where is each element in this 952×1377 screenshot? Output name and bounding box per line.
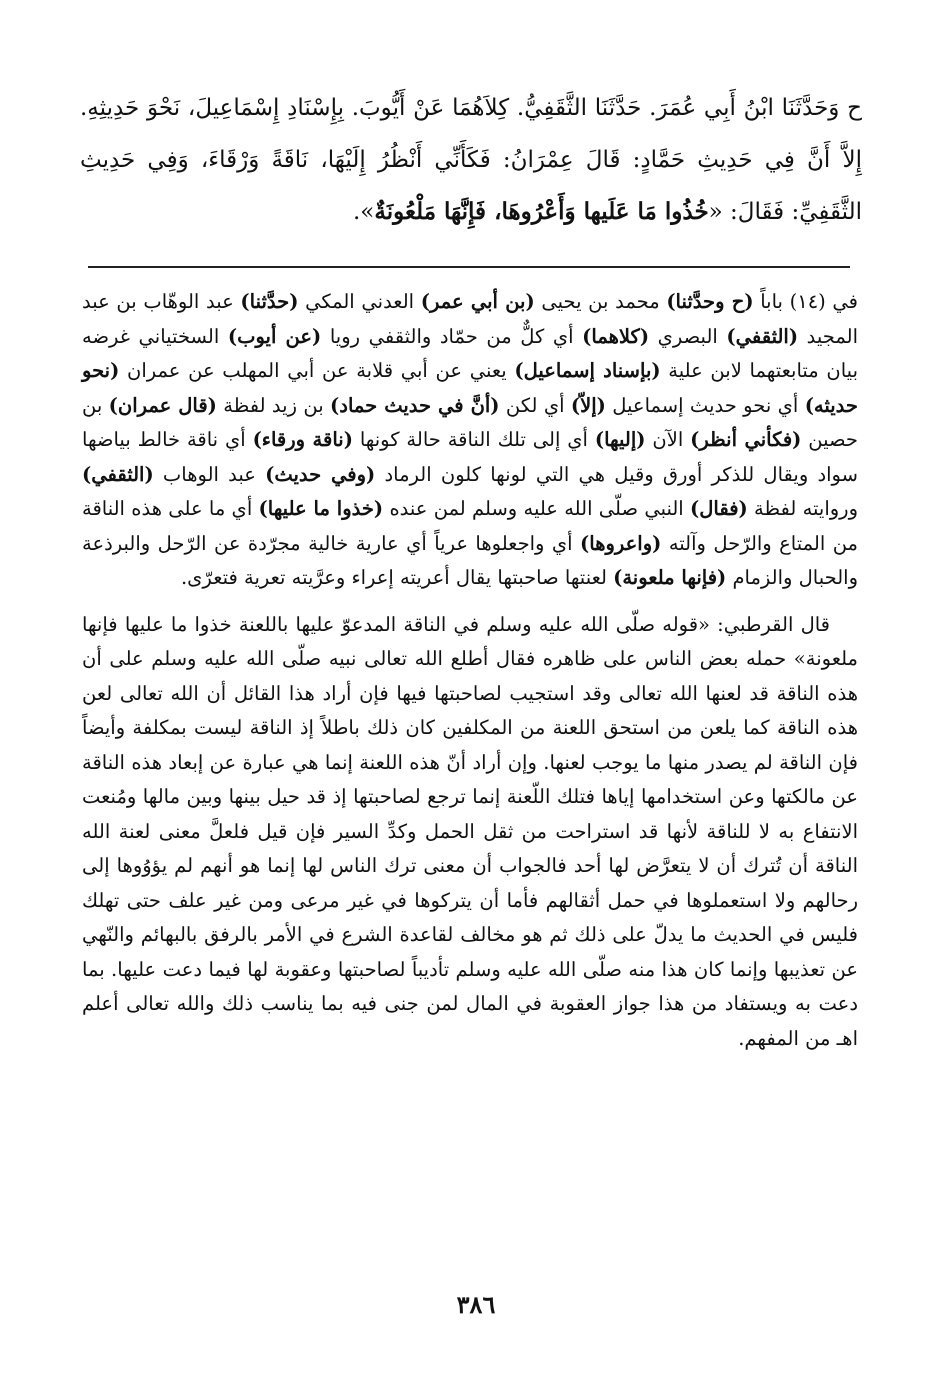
- commentary-keyword: (فكأني أنظر): [690, 428, 802, 451]
- commentary-text: بن زيد لفظة: [216, 393, 331, 417]
- commentary-text: في (١٤) باباً: [753, 290, 859, 313]
- commentary-keyword: (وفي حديث): [265, 462, 376, 486]
- commentary-keyword: (بن أبي عمر): [420, 290, 535, 313]
- commentary-keyword: (فإنها ملعونة): [613, 566, 727, 589]
- commentary-text: السختياني غرضه بيان متابعتهما لابن علية: [82, 324, 858, 382]
- commentary-text: أي لكن: [499, 393, 571, 417]
- commentary-text: لعنتها صاحبتها يقال أعريته إعراء وعرَّيته تعرية فتعرّى.: [180, 566, 614, 589]
- commentary-keyword: (قال عمران): [108, 393, 217, 417]
- commentary-text: أي إلى تلك الناقة حالة كونها: [352, 428, 595, 451]
- commentary-keyword: (واعروها): [580, 531, 662, 555]
- commentary-keyword: (إلاّ): [570, 393, 606, 417]
- commentary-text: العدني المكي: [298, 290, 421, 313]
- commentary-keyword: (فقال): [690, 497, 748, 520]
- commentary-keyword: (الثقفي): [726, 324, 799, 348]
- commentary-keyword: (نحو حديثه): [82, 359, 858, 417]
- commentary-text: أي واجعلوها عرياً أي عارية خالية مجرّدة عن الرّحل والبرذعة والحبال والزمام: [82, 531, 858, 589]
- commentary-keyword: (كلاهما): [582, 324, 650, 348]
- commentary-keyword: (حدَّثنا): [240, 290, 299, 313]
- commentary-text: أي ما على هذه الناقة من المتاع والرّحل وآلته: [82, 497, 858, 555]
- commentary-keyword: (عن أيوب): [227, 324, 322, 348]
- commentary-keyword: (بإسناد إسماعيل): [514, 359, 661, 382]
- commentary-text: عبد الوهّاب بن عبد المجيد: [82, 290, 858, 348]
- commentary-paragraph-2: قال القرطبي: «قوله صلّى الله عليه وسلم في الناقة المدعوّ عليها باللعنة خذوا ما عليها فإنها ملعونة» حمله بعض الناس على ظاهره فقال أطلع الله تعالى نبيه صلّى الله عليه وسلم على أن هذه الناقة قد لعنها الله تعالى وقد استجيب لصاحبتها فيها فإن أراد هذا القائل أن الله تعالى لعن هذه الناقة كما يلعن من استحق اللعنة من المكلفين كان ذلك باطلاً إذ الناقة ليست بمكلفة وأيضاً فإن الناقة لم يصدر منها ما يوجب لعنها. وإن أراد أنّ هذه اللعنة إنما هي عبارة عن إبعاد هذه الناقة عن مالكتها وعن استخدامها إياها فتلك اللّعنة إنما ترجع لصاحبتها إذ قد حيل بينها وبين مالها ومُنعت الانتفاع به لا للناقة لأنها قد استراحت من ثقل الحمل وكدِّ السير فإن قيل فلعلَّ معنى لعنة الله الناقة أن تُترك أن لا يتعرَّض لها أحد فالجواب أن معنى ترك الناس لها إنما هو أنهم لم يؤوُوها إلى رحالهم ولا استعملوها في حمل أثقالهم فأما أن يتركوها في غير مرعى ومن غير علف حتى تهلك فليس في الحديث ما يدلّ على ذلك ثم هو مخالف لقاعدة الشرع في الأمر بالرفق بالبهائم والنّهي عن تعذيبها وإنما كان هذا منه صلّى الله عليه وسلم تأديباً لصاحبتها وعقوبة لها فيما دعت عليها. بما دعت به ويستفاد من هذا جواز العقوبة في المال لمن جنى فيه بما يناسب ذلك والله تعالى أعلم اهـ من المفهم.: [82, 612, 858, 1050]
- commentary-keyword: (إليها): [594, 428, 646, 451]
- commentary-text: أي نحو حديث إسماعيل: [605, 393, 805, 417]
- commentary-keyword: (ح وحدَّثنا): [666, 290, 754, 313]
- commentary-text: أي كلٌّ من حمّاد والثقفي رويا: [321, 324, 583, 348]
- commentary-keyword: (أنَّ في حديث حماد): [330, 393, 500, 417]
- commentary-text: الآن: [645, 428, 691, 451]
- commentary-keyword: (ناقة ورقاء): [252, 428, 353, 451]
- commentary-text: أي ناقة خالط بياضها سواد ويقال للذكر أورق وقيل هي التي لونها كلون الرماد: [82, 428, 858, 486]
- commentary-text: البصري: [649, 324, 727, 348]
- commentary-paragraph-1: [82, 285, 858, 596]
- commentary-keyword: (الثقفي): [82, 462, 154, 486]
- page-number: ٣٨٦: [456, 1290, 496, 1319]
- commentary-text: يعني عن أبي قلابة عن أبي المهلب عن عمران: [119, 359, 515, 382]
- footnote-divider: [88, 266, 850, 268]
- commentary-text: بن حصين: [82, 393, 858, 451]
- hadith-text-end: ».: [353, 199, 375, 225]
- commentary-text: النبي صلّى الله عليه وسلم لمن عنده: [383, 497, 690, 520]
- hadith-quote: خُذُوا مَا عَلَيها وَأَعْرُوهَا، فَإِنَّهَا مَلْعُونَةٌ: [374, 198, 709, 225]
- commentary-keyword: (خذوا ما عليها): [258, 497, 384, 520]
- commentary-text: محمد بن يحيى: [534, 290, 667, 313]
- hadith-text-a: ح وَحَدَّثَنَا ابْنُ أَبِي عُمَرَ. حَدَّثَنَا الثَّقَفِيُّ. كِلاَهُمَا عَنْ أَيُّوبَ. بِإِسْنَادِ إِسْمَاعِيلَ، نَحْوَ حَدِيثِهِ. إِلاَّ أَنَّ فِي حَدِيثِ حَمَّادٍ: قَالَ عِمْرَانُ: فَكَأَنِّي أَنْظُرُ إِلَيْهَا، نَاقَةً وَرْقَاءَ، وَفِي حَدِيثِ الثَّقَفِيِّ: فَقَالَ: «: [80, 95, 862, 225]
- hadith-text: [80, 82, 862, 238]
- commentary: [82, 285, 858, 1056]
- commentary-text: وروايته لفظة: [747, 497, 859, 520]
- commentary-text: عبد الوهاب: [153, 462, 266, 486]
